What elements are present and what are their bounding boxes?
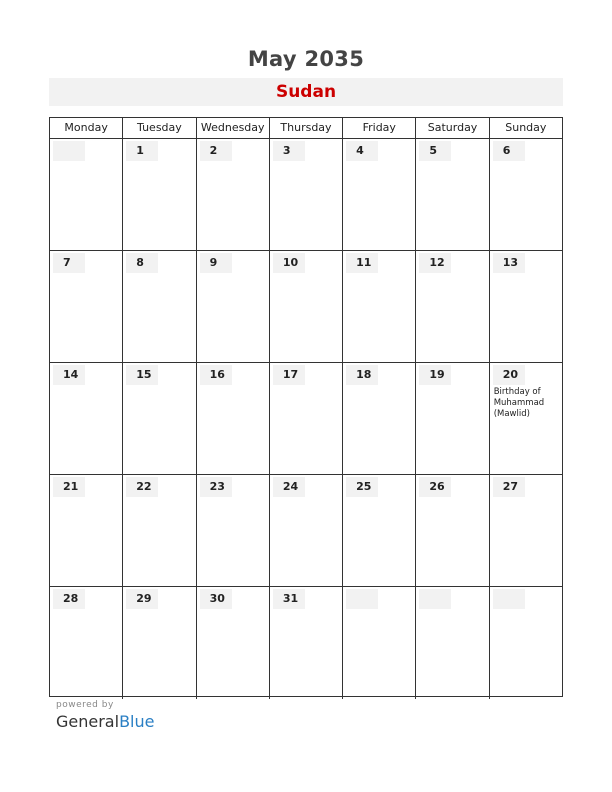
day-cell[interactable]	[416, 587, 489, 699]
day-number: 6	[493, 141, 525, 161]
day-cell[interactable]	[50, 475, 123, 586]
weekday-monday: Monday	[50, 118, 123, 138]
week-row	[50, 363, 562, 475]
day-number: 26	[419, 477, 451, 497]
day-number: 19	[419, 365, 451, 385]
day-cell[interactable]	[490, 363, 562, 474]
day-cell[interactable]	[416, 139, 489, 250]
day-cell[interactable]	[197, 139, 270, 250]
day-cell[interactable]	[416, 251, 489, 362]
brand-blue: Blue	[119, 712, 155, 731]
day-cell[interactable]	[50, 363, 123, 474]
brand-general: General	[56, 712, 120, 731]
powered-by-text: powered by	[56, 700, 114, 710]
day-cell[interactable]	[416, 475, 489, 586]
day-cell[interactable]	[123, 587, 196, 699]
day-cell[interactable]	[490, 139, 562, 250]
day-cell[interactable]	[270, 475, 343, 586]
weekday-friday: Friday	[343, 118, 416, 138]
day-number: 3	[273, 141, 305, 161]
week-row	[50, 587, 562, 699]
day-cell[interactable]	[270, 139, 343, 250]
day-cell[interactable]	[270, 587, 343, 699]
day-cell[interactable]	[50, 587, 123, 699]
weekday-thursday: Thursday	[270, 118, 343, 138]
day-number: 15	[126, 365, 158, 385]
day-number: 7	[53, 253, 85, 273]
day-cell[interactable]	[343, 139, 416, 250]
day-number: 5	[419, 141, 451, 161]
weeks-container	[50, 139, 562, 699]
holiday-event: Birthday of Muhammad (Mawlid)	[493, 387, 545, 419]
day-number: 13	[493, 253, 525, 273]
day-number: 1	[126, 141, 158, 161]
day-number: 17	[273, 365, 305, 385]
day-number: 23	[200, 477, 232, 497]
day-cell[interactable]	[123, 139, 196, 250]
day-number: 25	[346, 477, 378, 497]
day-number: 14	[53, 365, 85, 385]
weekday-sunday: Sunday	[505, 121, 547, 134]
day-number: 24	[273, 477, 305, 497]
country-name: Sudan	[275, 82, 337, 102]
day-cell[interactable]	[123, 251, 196, 362]
day-number	[346, 589, 378, 609]
day-number	[419, 589, 451, 609]
day-number: 27	[493, 477, 525, 497]
day-cell[interactable]	[343, 475, 416, 586]
brand-logo[interactable]	[56, 712, 154, 731]
day-number: 30	[200, 589, 232, 609]
day-cell[interactable]	[490, 587, 562, 699]
day-number: 2	[200, 141, 232, 161]
page-title: May 2035	[247, 47, 365, 71]
day-number: 31	[273, 589, 305, 609]
country-banner	[49, 78, 563, 106]
weekday-tuesday: Tuesday	[123, 118, 196, 138]
day-cell[interactable]	[197, 251, 270, 362]
day-cell[interactable]	[197, 475, 270, 586]
day-cell[interactable]	[343, 363, 416, 474]
day-cell[interactable]	[50, 139, 123, 250]
day-number	[493, 589, 525, 609]
day-number	[53, 141, 85, 161]
day-number: 21	[53, 477, 85, 497]
day-number: 18	[346, 365, 378, 385]
day-cell[interactable]	[416, 363, 489, 474]
week-row	[50, 139, 562, 251]
day-cell[interactable]	[123, 363, 196, 474]
day-number: 29	[126, 589, 158, 609]
day-cell[interactable]	[197, 363, 270, 474]
day-number: 16	[200, 365, 232, 385]
day-number: 10	[273, 253, 305, 273]
week-row	[50, 251, 562, 363]
weekday-header	[50, 118, 562, 139]
day-number: 12	[419, 253, 451, 273]
footer	[56, 700, 154, 731]
day-number: 8	[126, 253, 158, 273]
day-cell[interactable]	[490, 475, 562, 586]
day-cell[interactable]	[123, 475, 196, 586]
day-number: 9	[200, 253, 232, 273]
day-number: 28	[53, 589, 85, 609]
day-cell[interactable]	[490, 251, 562, 362]
week-row	[50, 475, 562, 587]
day-number: 11	[346, 253, 378, 273]
weekday-wednesday: Wednesday	[197, 118, 270, 138]
day-number: 22	[126, 477, 158, 497]
day-cell[interactable]	[343, 251, 416, 362]
day-cell[interactable]	[50, 251, 123, 362]
day-cell[interactable]	[270, 363, 343, 474]
day-number: 20	[493, 365, 525, 385]
day-cell[interactable]	[343, 587, 416, 699]
weekday-saturday: Saturday	[416, 118, 489, 138]
day-cell[interactable]	[270, 251, 343, 362]
day-number: 4	[346, 141, 378, 161]
day-cell[interactable]	[197, 587, 270, 699]
calendar-grid	[49, 117, 563, 697]
